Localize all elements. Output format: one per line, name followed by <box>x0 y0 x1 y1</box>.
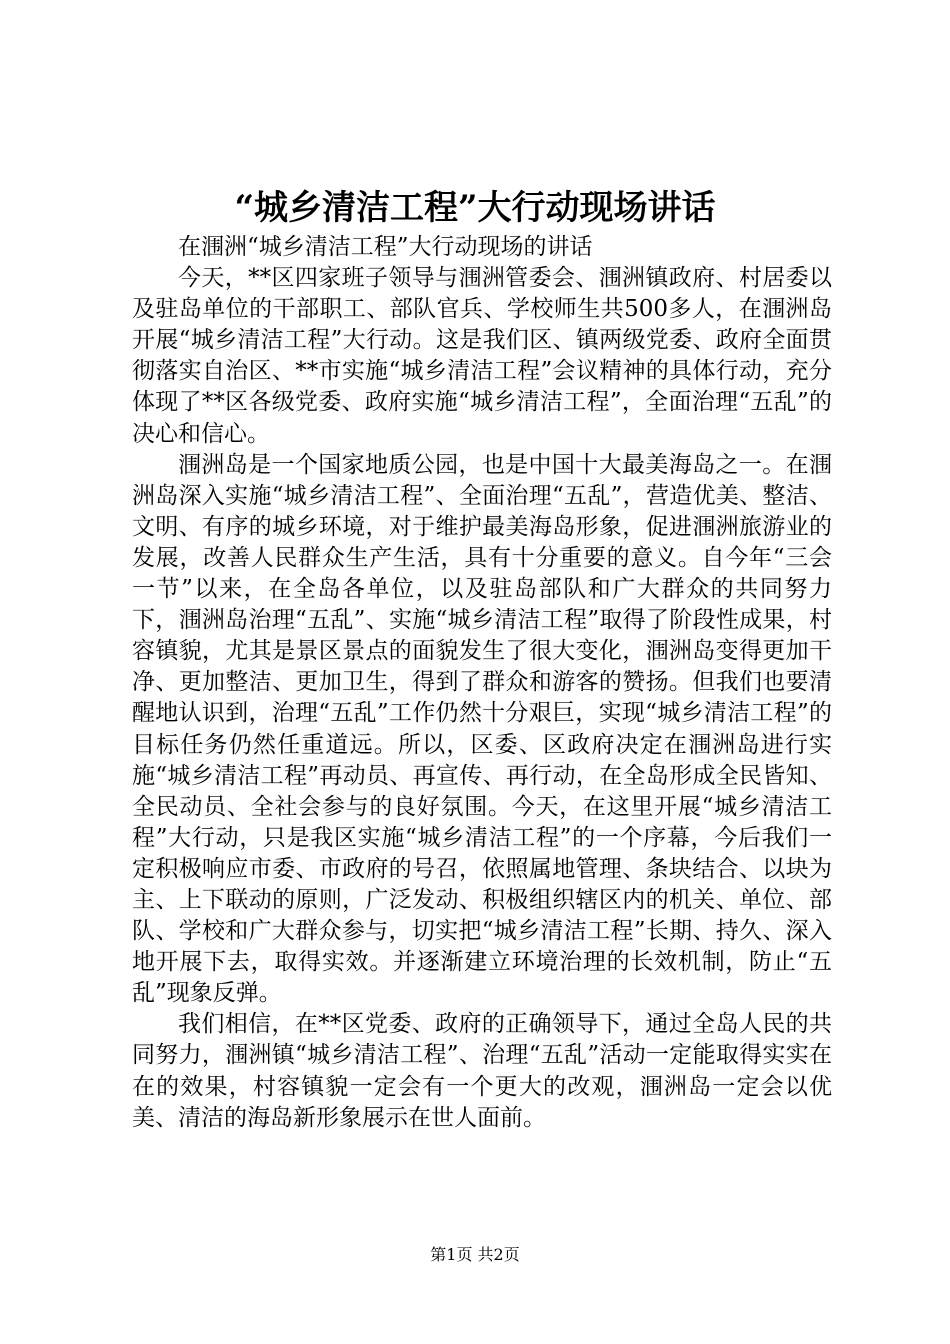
paragraph-2: 涠洲岛是一个国家地质公园，也是中国十大最美海岛之一。在涠洲岛深入实施“城乡清洁工程”、全面治理“五乱”，营造优美、整洁、文明、有序的城乡环境，对于维护最美海岛形象，促进涠洲旅游业的发展，改善人民群众生产生活，具有十分重要的意义。自今年“三会一节”以来，在全岛各单位，以及驻岛部队和广大群众的共同努力下，涠洲岛治理“五乱”、实施“城乡清洁工程”取得了阶段性成果，村容镇貌，尤其是景区景点的面貌发生了很大变化，涠洲岛变得更加干净、更加整洁、更加卫生，得到了群众和游客的赞扬。但我们也要清醒地认识到，治理“五乱”工作仍然十分艰巨，实现“城乡清洁工程”的目标任务仍然任重道远。所以，区委、区政府决定在涠洲岛进行实施“城乡清洁工程”再动员、再宣传、再行动，在全岛形成全民皆知、全民动员、全社会参与的良好氛围。今天，在这里开展“城乡清洁工程”大行动，只是我区实施“城乡清洁工程”的一个序幕，今后我们一定积极响应市委、市政府的号召，依照属地管理、条块结合、以块为主、上下联动的原则，广泛发动、积极组织辖区内的机关、单位、部队、学校和广大群众参与，切实把“城乡清洁工程”长期、持久、深入地开展下去，取得实效。并逐渐建立环境治理的长效机制，防止“五乱”现象反弹。 <box>132 451 832 1007</box>
paragraph-subtitle: 在涠洲“城乡清洁工程”大行动现场的讲话 <box>178 234 593 260</box>
paragraph-3: 我们相信，在**区党委、政府的正确领导下，通过全岛人民的共同努力，涠洲镇“城乡清洁工程”、治理“五乱”活动一定能取得实实在在的效果，村容镇貌一定会有一个更大的改观，涠洲岛一定会以优美、清洁的海岛新形象展示在世人面前。 <box>132 1011 832 1131</box>
page-number-footer: 第1页 共2页 <box>430 1245 520 1264</box>
paragraph-1: 今天，**区四家班子领导与涠洲管委会、涠洲镇政府、村居委以及驻岛单位的干部职工、部队官兵、学校师生共500多人，在涠洲岛开展“城乡清洁工程”大行动。这是我们区、镇两级党委、政府全面贯彻落实自治区、**市实施“城乡清洁工程”会议精神的具体行动，充分体现了**区各级党委、政府实施“城乡清洁工程”，全面治理“五乱”的决心和信心。 <box>132 265 832 447</box>
document-body <box>132 232 832 1134</box>
document-title: “城乡清洁工程”大行动现场讲话 <box>234 188 716 228</box>
